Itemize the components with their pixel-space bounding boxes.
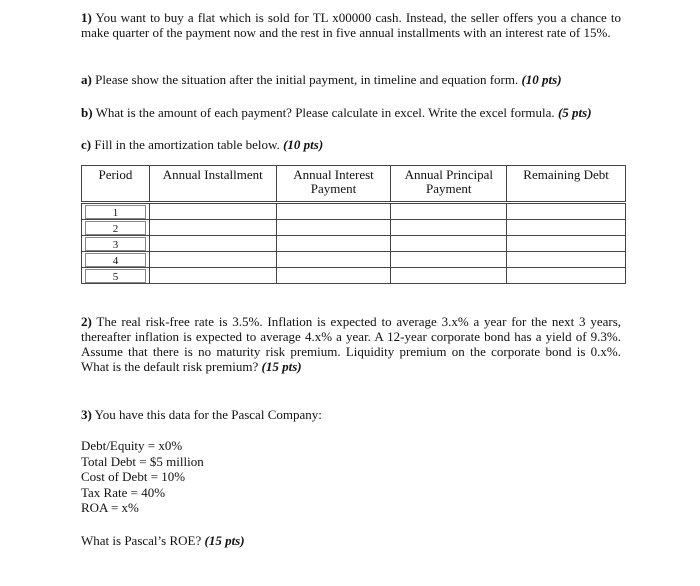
installment-cell[interactable] [149, 252, 276, 268]
installment-cell[interactable] [149, 203, 276, 220]
table-row [82, 203, 626, 220]
part-a-points: (10 pts) [521, 72, 562, 87]
question-1-number: 1) [81, 10, 92, 25]
question-1c [81, 137, 323, 152]
question-3-final [81, 533, 245, 548]
period-cell: 2 [82, 220, 150, 236]
question-3 [81, 407, 322, 422]
header-annual-principal-payment: Annual Principal Payment [391, 166, 507, 203]
question-2 [81, 314, 621, 374]
part-c-points: (10 pts) [283, 137, 324, 152]
part-a-label: a) [81, 72, 92, 87]
data-debt-equity: Debt/Equity = x0% [81, 438, 183, 453]
principal-cell[interactable] [391, 203, 507, 220]
amortization-table [81, 165, 626, 284]
part-c-text: Fill in the amortization table below. [94, 137, 280, 152]
period-cell: 3 [82, 236, 150, 252]
question-1b [81, 105, 592, 120]
question-1 [81, 10, 621, 40]
header-annual-installment: Annual Installment [149, 166, 276, 203]
part-b-text: What is the amount of each payment? Please calculate in excel. Write the excel formula. [95, 105, 555, 120]
remaining-debt-cell[interactable] [507, 268, 626, 284]
part-c-label: c) [81, 137, 92, 152]
question-3-text: You have this data for the Pascal Company: [94, 407, 322, 422]
pascal-data-list [81, 438, 204, 516]
period-cell: 5 [82, 268, 150, 284]
principal-cell[interactable] [391, 236, 507, 252]
principal-cell[interactable] [391, 220, 507, 236]
installment-cell[interactable] [149, 220, 276, 236]
data-tax-rate: Tax Rate = 40% [81, 484, 166, 500]
interest-cell[interactable] [276, 252, 391, 268]
question-1-text: You want to buy a flat which is sold for TL x00000 cash. Instead, the seller offers you a chance to make quarter of the payment now and the rest in five annual installments with an interest rate of 15%. [81, 10, 621, 40]
principal-cell[interactable] [391, 268, 507, 284]
remaining-debt-cell[interactable] [507, 220, 626, 236]
table-header-row [82, 166, 626, 203]
question-3-number: 3) [81, 407, 92, 422]
remaining-debt-cell[interactable] [507, 252, 626, 268]
period-cell: 1 [82, 203, 150, 220]
question-2-number: 2) [81, 314, 92, 329]
interest-cell[interactable] [276, 220, 391, 236]
interest-cell[interactable] [276, 203, 391, 220]
question-3-roe: What is Pascal’s ROE? [81, 533, 202, 548]
principal-cell[interactable] [391, 252, 507, 268]
question-1a [81, 72, 562, 87]
part-b-label: b) [81, 105, 93, 120]
period-cell: 4 [82, 252, 150, 268]
question-2-points: (15 pts) [261, 359, 302, 374]
remaining-debt-cell[interactable] [507, 236, 626, 252]
data-total-debt: Total Debt = $5 million [81, 453, 204, 469]
table-row [82, 220, 626, 236]
part-b-points: (5 pts) [557, 105, 592, 120]
interest-cell[interactable] [276, 268, 391, 284]
table-row [82, 236, 626, 252]
part-a-text: Please show the situation after the initial payment, in timeline and equation form. [95, 72, 519, 87]
table-row [82, 252, 626, 268]
question-2-text: The real risk-free rate is 3.5%. Inflation is expected to average 3.x% a year for the next 3 years, thereafter inflation is expected to average 4.x% a year. A 12-year corporate bond has a yield of 9.3%. Assume that there is no maturity risk premium. Liquidity premium on the corporate bond is 0.x%. What is the default risk premium? [81, 314, 622, 374]
header-annual-interest-payment: Annual Interest Payment [276, 166, 391, 203]
data-cost-of-debt: Cost of Debt = 10% [81, 469, 186, 484]
installment-cell[interactable] [149, 268, 276, 284]
header-remaining-debt: Remaining Debt [507, 166, 626, 203]
table-row [82, 268, 626, 284]
interest-cell[interactable] [276, 236, 391, 252]
data-roa: ROA = x% [81, 500, 139, 515]
installment-cell[interactable] [149, 236, 276, 252]
remaining-debt-cell[interactable] [507, 203, 626, 220]
question-3-points: (15 pts) [204, 533, 245, 548]
header-period: Period [82, 166, 150, 203]
